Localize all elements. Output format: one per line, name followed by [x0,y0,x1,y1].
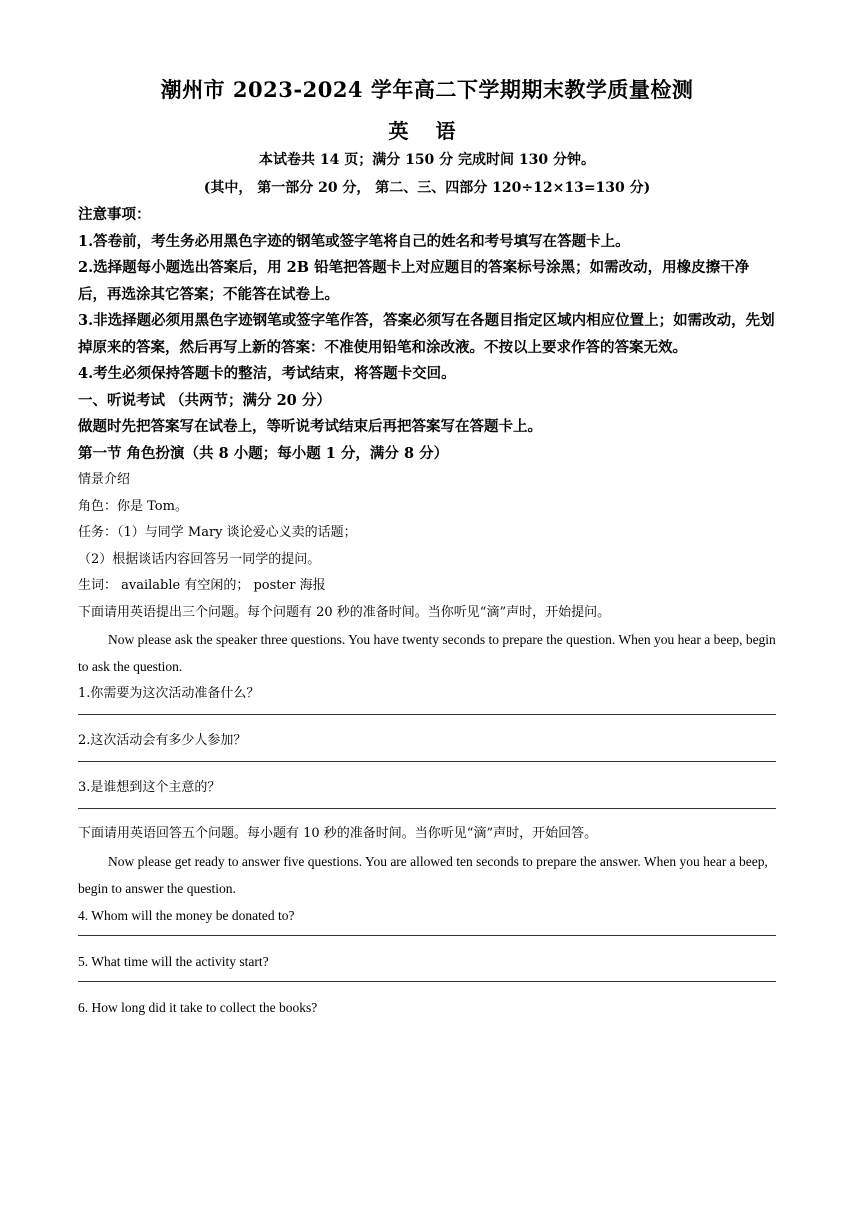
answer-line-2[interactable] [78,761,776,762]
answer-line-1[interactable] [78,714,776,715]
scenario-intro: 情景介绍 [78,472,131,487]
question-1: 1.你需要为这次活动准备什么？ [78,686,260,701]
answer-instruction-cn: 下面请用英语回答五个问题。每小题有 10 秒的准备时间。当你听见“滴”声时，开始回答。 [78,826,598,841]
note-item-1: 1.答卷前，考生务必用黑色字迹的钢笔或签字笔将自己的姓名和考号填写在答题卡上。 [78,232,630,250]
scenario-task-2: （2）根据谈话内容回答另一同学的提问。 [78,551,321,567]
question-3: 3.是谁想到这个主意的？ [78,780,221,795]
ask-instruction-cn: 下面请用英语提出三个问题。每个问题有 20 秒的准备时间。当你听见“滴”声时，开始提问。 [78,604,611,620]
note-item-2: 2.选择题每小题选出答案后，用 2B 铅笔把答题卡上对应题目的答案标号涂黑；如需改动，用橡皮擦干净后，再选涂其它答案；不能答在试卷上。 [78,259,750,303]
section1-heading: 第一节 角色扮演（共 8 小题；每小题 1 分，满分 8 分） [78,444,449,462]
part1-instruction: 做题时先把答案写在试卷上，等听说考试结束后再把答案写在答题卡上。 [78,418,542,435]
answer-line-4[interactable] [78,935,776,936]
subject-title: 英 语 [388,119,466,143]
exam-title: 潮州市 2023-2024 学年高二下学期期末教学质量检测 [160,77,694,102]
question-2: 2.这次活动会有多少人参加？ [78,733,247,748]
question-4: 4. Whom will the money be donated to? [78,907,295,923]
answer-line-5[interactable] [78,981,776,982]
scenario-vocab: 生词： available 有空闲的； poster 海报 [78,578,326,593]
scenario-task-1: 任务：（1）与同学 Mary 谈论爱心义卖的话题； [78,525,357,540]
answer-line-3[interactable] [78,808,776,809]
scenario-role: 角色：你是 Tom。 [78,498,188,514]
question-5: 5. What time will the activity start? [78,953,269,969]
notes-heading: 注意事项： [78,206,151,223]
question-6: 6. How long did it take to collect the books? [78,999,318,1015]
answer-instruction-en: Now please get ready to answer five questions. You are allowed ten seconds to prepare the answer. When you hear a beep, begin to answer the question. [78,853,768,896]
exam-info-line-1: 本试卷共 14 页；满分 150 分 完成时间 130 分钟。 [258,152,596,168]
note-item-4: 4.考生必须保持答题卡的整洁，考试结束，将答题卡交回。 [78,365,456,382]
exam-page [78,70,776,1021]
ask-instruction-en: Now please ask the speaker three questions. You have twenty seconds to prepare the question. When you hear a beep, begin to ask the question. [78,632,776,674]
exam-info-line-2: (其中， 第一部分 20 分， 第二、三、四部分 120÷12×13=130 分) [203,180,651,196]
note-item-3: 3.非选择题必须用黑色字迹钢笔或签字笔作答，答案必须写在各题目指定区域内相应位置上；如需改动，先划掉原来的答案，然后再写上新的答案：不准使用铅笔和涂改液。不按以上要求作答的答案无效。 [78,312,775,356]
part1-heading: 一、听说考试 （共两节；满分 20 分） [78,391,331,409]
